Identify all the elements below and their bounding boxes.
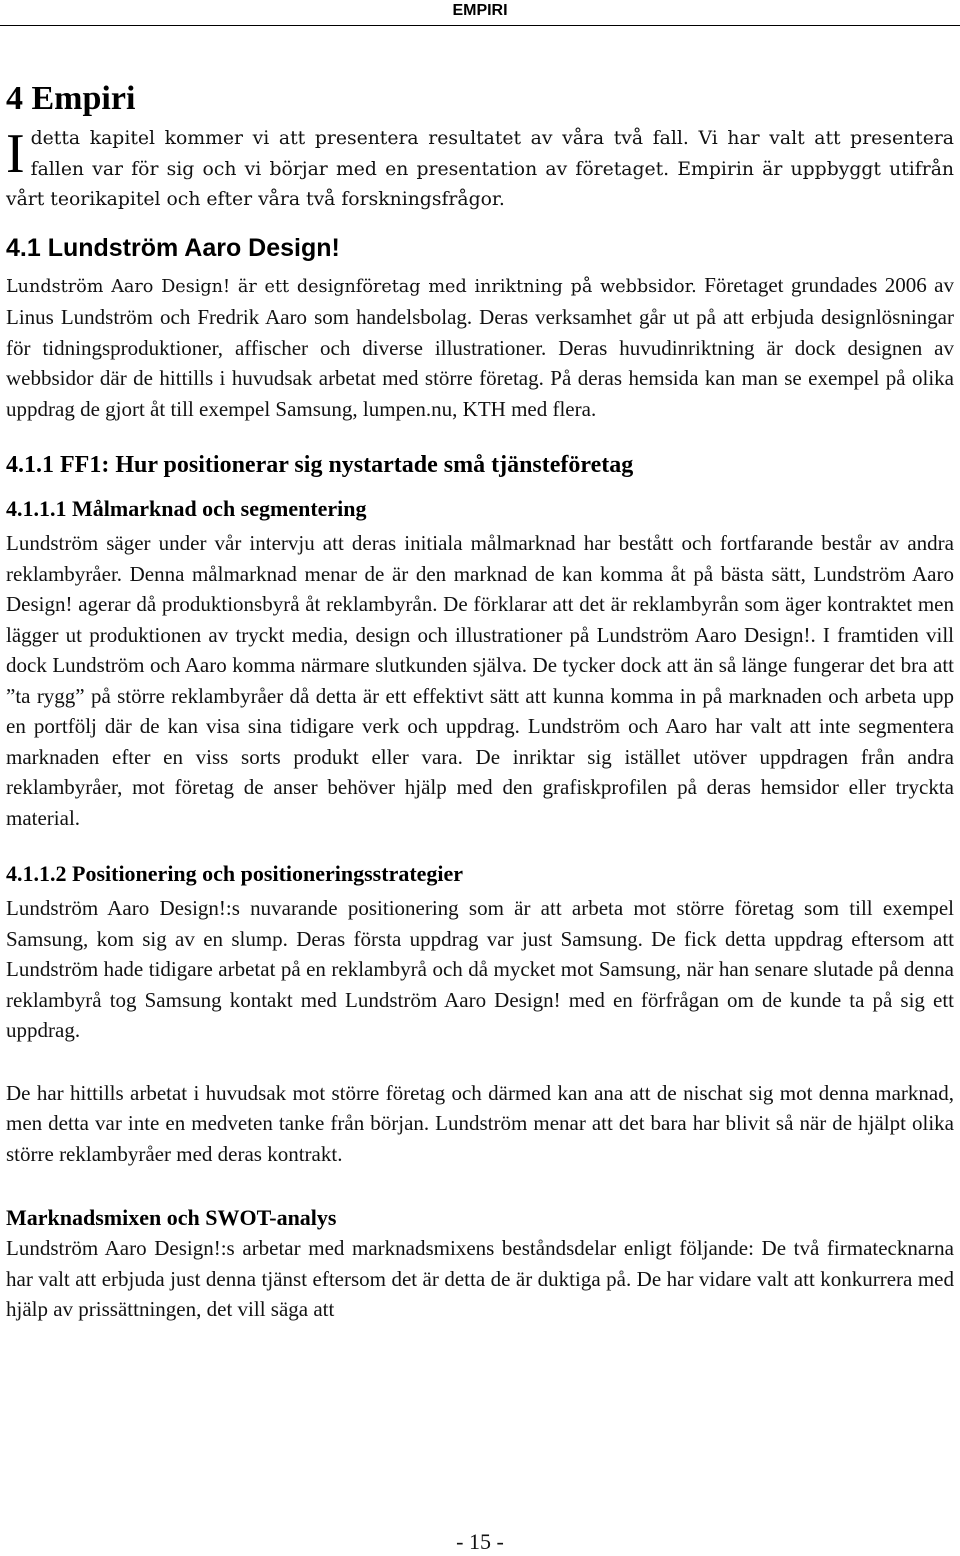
section-heading-4-1-1-2: 4.1.1.2 Positionering och positioneringsstrategier [6, 861, 464, 886]
section-4-1-paragraph [6, 270, 954, 425]
section-4-1-text-b: Företaget grundades 2006 av Linus Lundström och Fredrik Aaro som handelsbolag. Deras verksamhet går ut på att erbjuda designlösningar för tidningsproduktioner, affischer och diverse illustrationer. [6, 272, 954, 360]
page-content [6, 76, 954, 1325]
section-4-1-text-c: Deras huvudinriktning är dock designen av webbsidor där de hittills i huvudsak arbetat med större företag. På deras hemsida kan man se exempel på olika uppdrag de gjort åt till exempel Samsung, lumpen.nu, KTH med flera. [6, 335, 954, 421]
chapter-intro-text: detta kapitel kommer vi att presentera resultatet av våra två fall. Vi har valt att presentera fallen var för sig och vi börjar med en presentation av företaget. Empirin är uppbyggt utifrån vårt teorikapitel och efter våra två forskningsfrågor. [6, 128, 954, 210]
section-heading-4-1-1-1: 4.1.1.1 Målmarknad och segmentering [6, 496, 367, 521]
header-divider [0, 25, 960, 26]
section-4-1-text-a: Lundström Aaro Design! är ett designföretag med inriktning på webbsidor. [6, 276, 697, 297]
section-4-1-1-2-paragraph-1: Lundström Aaro Design!:s nuvarande positionering som är att arbeta mot större företag som till exempel Samsung, kom sig av en slump. Deras första uppdrag var just Samsung. De fick detta uppdrag eftersom att Lundström hade tidigare arbetat på en reklambyrå och då mycket mot Samsung, när han senare slutade på denna reklambyrå tog Samsung kontakt med Lundström Aaro Design! med en förfrågan om de kunde ta på sig ett uppdrag. [6, 896, 954, 1042]
section-4-1-1-1-paragraph: Lundström säger under vår intervju att deras initiala målmarknad har bestått och fortfarande består av andra reklambyråer. Denna målmarknad menar de är den marknad de kan komma åt på bästa sätt, Lundström Aaro Design! agerar då produktionsbyrå åt reklambyrån. De förklarar att det är reklambyrån som äger kontraktet men lägger ut produktionen av tryckt media, design och illustrationer på Lundström Aaro Design!. I framtiden vill dock Lundström och Aaro komma närmare slutkunden själva. De tycker dock att än så länge fungerar det bra att ”ta rygg” på större reklambyråer då detta är ett effektivt sätt att kunna komma in på marknaden och arbeta upp en portfölj där de kan visa sina tidigare verk och uppdrag. Lundström och Aaro har valt att inte segmentera marknaden efter en viss sorts produkt eller vara. De inriktar sig istället utöver uppdragen från andra reklambyråer, mot företag de anser behöver hjälp med den grafiskprofilen på deras hemsidor eller tryckta material. [6, 531, 954, 830]
chapter-intro [6, 124, 954, 216]
running-header: EMPIRI [452, 2, 508, 19]
section-4-1-1-2-paragraph-2: De har hittills arbetat i huvudsak mot större företag och därmed kan ana att de nischat sig mot denna marknad, men detta var inte en medveten tanke från början. Lundström menar att det bara har blivit så när de hjälpt olika större reklambyråer med deras kontrakt. [6, 1080, 954, 1166]
section-marketing-paragraph: Lundström Aaro Design!:s arbetar med marknadsmixens beståndsdelar enligt följande: De två firmatecknarna har valt att erbjuda just denna tjänst eftersom det är detta de är duktiga på. De har vidare valt att konkurrera med hjälp av prissättningen, det vill säga att [6, 1236, 954, 1321]
chapter-title: 4 Empiri [6, 80, 136, 117]
section-heading-4-1-1: 4.1.1 FF1: Hur positionerar sig nystartade små tjänsteföretag [6, 452, 634, 478]
section-heading-4-1: 4.1 Lundström Aaro Design! [6, 233, 340, 262]
section-heading-marketing: Marknadsmixen och SWOT-analys [6, 1205, 337, 1230]
drop-cap: I [6, 123, 25, 185]
page-number: - 15 - [456, 1529, 504, 1554]
